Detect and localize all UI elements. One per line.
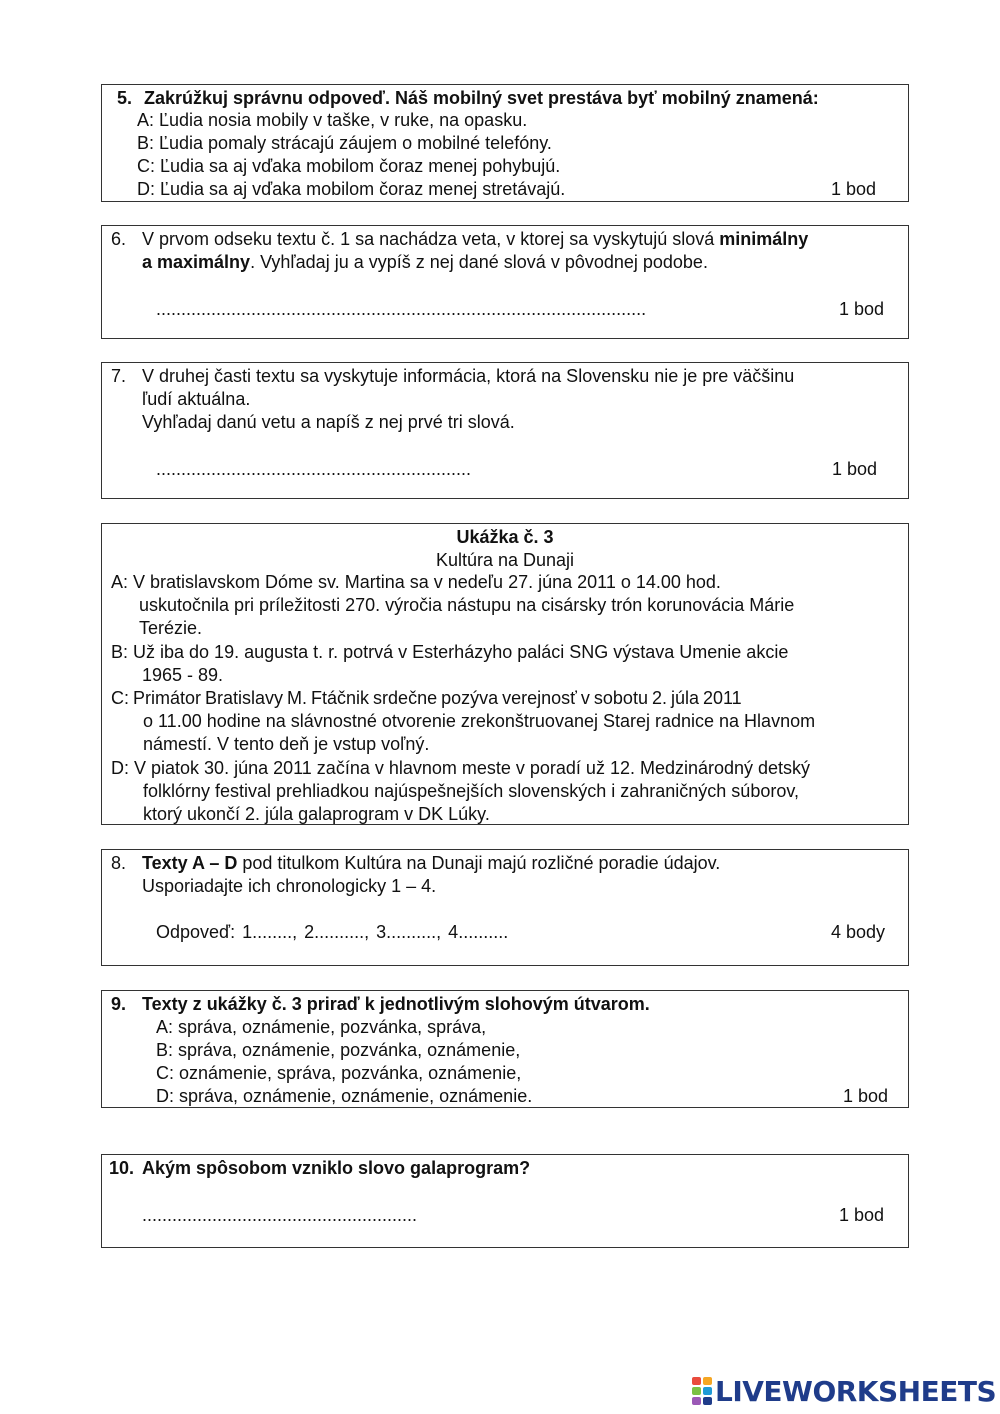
question-10-answer-line[interactable]: .......................................................	[142, 1205, 418, 1225]
question-8-answer-fields[interactable]: Odpoveď: 1........, 2.........., 3.........., 4..........	[156, 922, 509, 942]
question-5-text: Zakrúžkuj správnu odpoveď. Náš mobilný svet prestáva byť mobilný znamená:	[144, 88, 819, 108]
question-9-option-a[interactable]: A: správa, oznámenie, pozvánka, správa,	[156, 1017, 487, 1037]
question-10-box	[101, 1154, 909, 1248]
question-10-number: 10.	[109, 1158, 135, 1178]
question-7-answer-line[interactable]: ...............................................................	[156, 459, 472, 479]
question-6-line-2: a maximálny. Vyhľadaj ju a vypíš z nej dané slová v pôvodnej podobe.	[142, 252, 708, 272]
sample-3-text-d-line-1: D: V piatok 30. júna 2011 začína v hlavnom meste v poradí už 12. Medzinárodný detský	[111, 758, 811, 778]
question-7-line-2: ľudí aktuálna.	[142, 389, 251, 409]
question-5-points: 1 bod	[831, 179, 877, 199]
question-7-box	[101, 362, 909, 499]
question-8-number: 8.	[111, 853, 127, 873]
sample-3-text-a-line-1: A: V bratislavskom Dóme sv. Martina sa v nedeľu 27. júna 2011 o 14.00 hod.	[111, 572, 721, 592]
question-5-option-a[interactable]: A: Ľudia nosia mobily v taške, v ruke, na opasku.	[137, 110, 528, 130]
sample-3-text-c-line-2: o 11.00 hodine na slávnostné otvorenie zrekonštruovanej Starej radnice na Hlavnom	[143, 711, 816, 731]
question-6-box	[101, 225, 909, 339]
question-8-line-1: Texty A – D pod titulkom Kultúra na Dunaji majú rozličné poradie údajov.	[142, 853, 721, 873]
question-9-box	[101, 990, 909, 1108]
sample-3-text-d-line-2: folklórny festival prehliadkou najúspešnejších slovenských i zahraničných súborov,	[143, 781, 800, 801]
question-7-number: 7.	[111, 366, 127, 386]
sample-3-title: Kultúra na Dunaji	[435, 550, 575, 570]
question-10-points: 1 bod	[839, 1205, 885, 1225]
question-6-line-1: V prvom odseku textu č. 1 sa nachádza veta, v ktorej sa vyskytujú slová minimálny	[142, 229, 809, 249]
question-5-option-b[interactable]: B: Ľudia pomaly strácajú záujem o mobilné telefóny.	[137, 133, 552, 153]
question-9-number: 9.	[111, 994, 127, 1014]
sample-3-text-b-line-2: 1965 - 89.	[142, 665, 224, 685]
question-8-points: 4 body	[831, 922, 886, 942]
sample-3-text-b-line-1: B: Už iba do 19. augusta t. r. potrvá v Esterházyho paláci SNG výstava Umenie akcie	[111, 642, 789, 662]
liveworksheets-logo-icon	[692, 1377, 712, 1405]
question-6-number: 6.	[111, 229, 127, 249]
question-10-text: Akým spôsobom vzniklo slovo galaprogram?	[142, 1158, 531, 1178]
sample-3-box	[101, 523, 909, 825]
question-6-answer-line[interactable]: ..................................................................................................	[156, 299, 647, 319]
sample-3-text-a-line-3: Terézie.	[139, 618, 203, 638]
question-8-line-2: Usporiadajte ich chronologicky 1 – 4.	[142, 876, 437, 896]
sample-3-heading: Ukážka č. 3	[456, 527, 554, 547]
liveworksheets-logo[interactable]	[692, 1374, 996, 1408]
sample-3-text-c-line-3: námestí. V tento deň je vstup voľný.	[143, 734, 430, 754]
question-9-points: 1 bod	[843, 1086, 889, 1106]
question-7-points: 1 bod	[832, 459, 878, 479]
sample-3-text-d-line-3: ktorý ukončí 2. júla galaprogram v DK Lúky.	[143, 804, 490, 824]
question-8-box	[101, 849, 909, 966]
question-6-points: 1 bod	[839, 299, 885, 319]
liveworksheets-logo-text: LIVEWORKSHEETS	[715, 1374, 997, 1408]
question-5-option-d[interactable]: D: Ľudia sa aj vďaka mobilom čoraz menej stretávajú.	[137, 179, 566, 199]
question-5-box	[101, 84, 909, 202]
question-9-option-d[interactable]: D: správa, oznámenie, oznámenie, oznámenie.	[156, 1086, 533, 1106]
question-5-option-c[interactable]: C: Ľudia sa aj vďaka mobilom čoraz menej pohybujú.	[137, 156, 561, 176]
sample-3-text-a-line-2: uskutočnila pri príležitosti 270. výročia nástupu na cisársky trón korunovácia Márie	[139, 595, 795, 615]
question-7-line-3: Vyhľadaj danú vetu a napíš z nej prvé tri slová.	[142, 412, 515, 432]
sample-3-text-c-line-1: C: Primátor Bratislavy M. Ftáčnik srdečne pozýva verejnosť v sobotu 2. júla 2011	[111, 688, 742, 708]
question-5-number: 5.	[117, 88, 133, 108]
question-7-line-1: V druhej časti textu sa vyskytuje informácia, ktorá na Slovensku nie je pre väčšinu	[142, 366, 795, 386]
question-9-option-b[interactable]: B: správa, oznámenie, pozvánka, oznámenie,	[156, 1040, 521, 1060]
question-9-option-c[interactable]: C: oznámenie, správa, pozvánka, oznámenie,	[156, 1063, 522, 1083]
question-9-text: Texty z ukážky č. 3 priraď k jednotlivým slohovým útvarom.	[142, 994, 650, 1014]
